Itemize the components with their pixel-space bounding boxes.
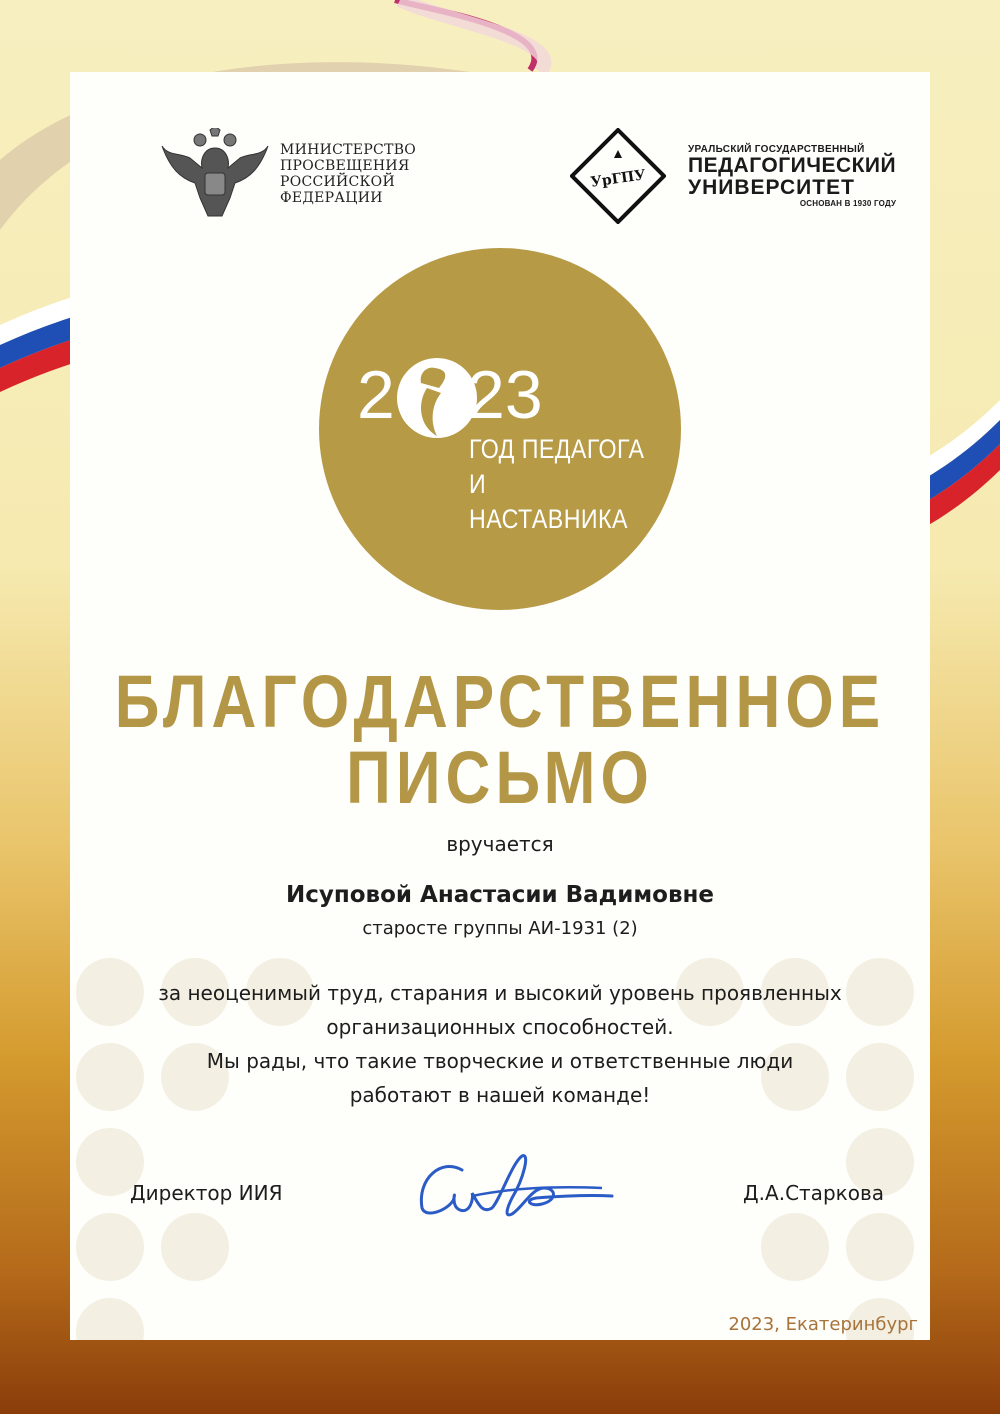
ministry-line: МИНИСТЕРСТВО (280, 142, 417, 158)
emblem-caption-line2: И НАСТАВНИКА (469, 469, 628, 534)
emblem-caption (469, 432, 651, 537)
place-date: 2023, Екатеринбург (728, 1314, 918, 1335)
presented-text: вручается (446, 832, 554, 856)
ministry-line: ПРОСВЕЩЕНИЯ (280, 158, 410, 174)
emblem-caption-line1: ГОД ПЕДАГОГА (469, 434, 645, 464)
university-logo (570, 128, 896, 224)
university-line2: ПЕДАГОГИЧЕСКИЙ (688, 154, 897, 177)
ministry-name (280, 142, 416, 206)
university-founded: ОСНОВАН В 1930 ГОДУ (799, 199, 897, 208)
gratitude-line: работают в нашей команде! (349, 1083, 651, 1107)
university-mark: УрГПУ (589, 167, 647, 191)
year-digit-2-left: 2 (357, 357, 395, 433)
ministry-logo (160, 128, 416, 220)
document-title-line2: ПИСЬМО (346, 736, 654, 819)
gratitude-line: Мы рады, что такие творческие и ответственные люди (206, 1049, 794, 1073)
university-name (688, 144, 896, 208)
university-line1: УРАЛЬСКИЙ ГОСУДАРСТВЕННЫЙ (688, 144, 865, 155)
signer-name: Д.А.Старкова (743, 1181, 884, 1205)
ministry-line: ФЕДЕРАЦИИ (280, 190, 383, 206)
year-digits-23: 23 (467, 357, 543, 433)
gratitude-line: организационных способностей. (326, 1015, 674, 1039)
university-line3: УНИВЕРСИТЕТ (688, 176, 855, 199)
double-headed-eagle-icon (160, 128, 270, 220)
signer-title: Директор ИИЯ (130, 1181, 283, 1205)
recipient-role: старосте группы АИ-1931 (2) (362, 918, 638, 939)
gratitude-text (0, 976, 1000, 1112)
gratitude-line: за неоценимый труд, старания и высокий уровень проявленных (158, 981, 842, 1005)
university-diamond-icon (570, 128, 666, 224)
recipient-name: Исуповой Анастасии Вадимовне (285, 882, 714, 908)
signature-image (412, 1148, 622, 1228)
document-title-line1: БЛАГОДАРСТВЕННОЕ (114, 660, 886, 743)
year-emblem (319, 248, 681, 610)
ministry-line: РОССИЙСКОЙ (280, 174, 395, 190)
